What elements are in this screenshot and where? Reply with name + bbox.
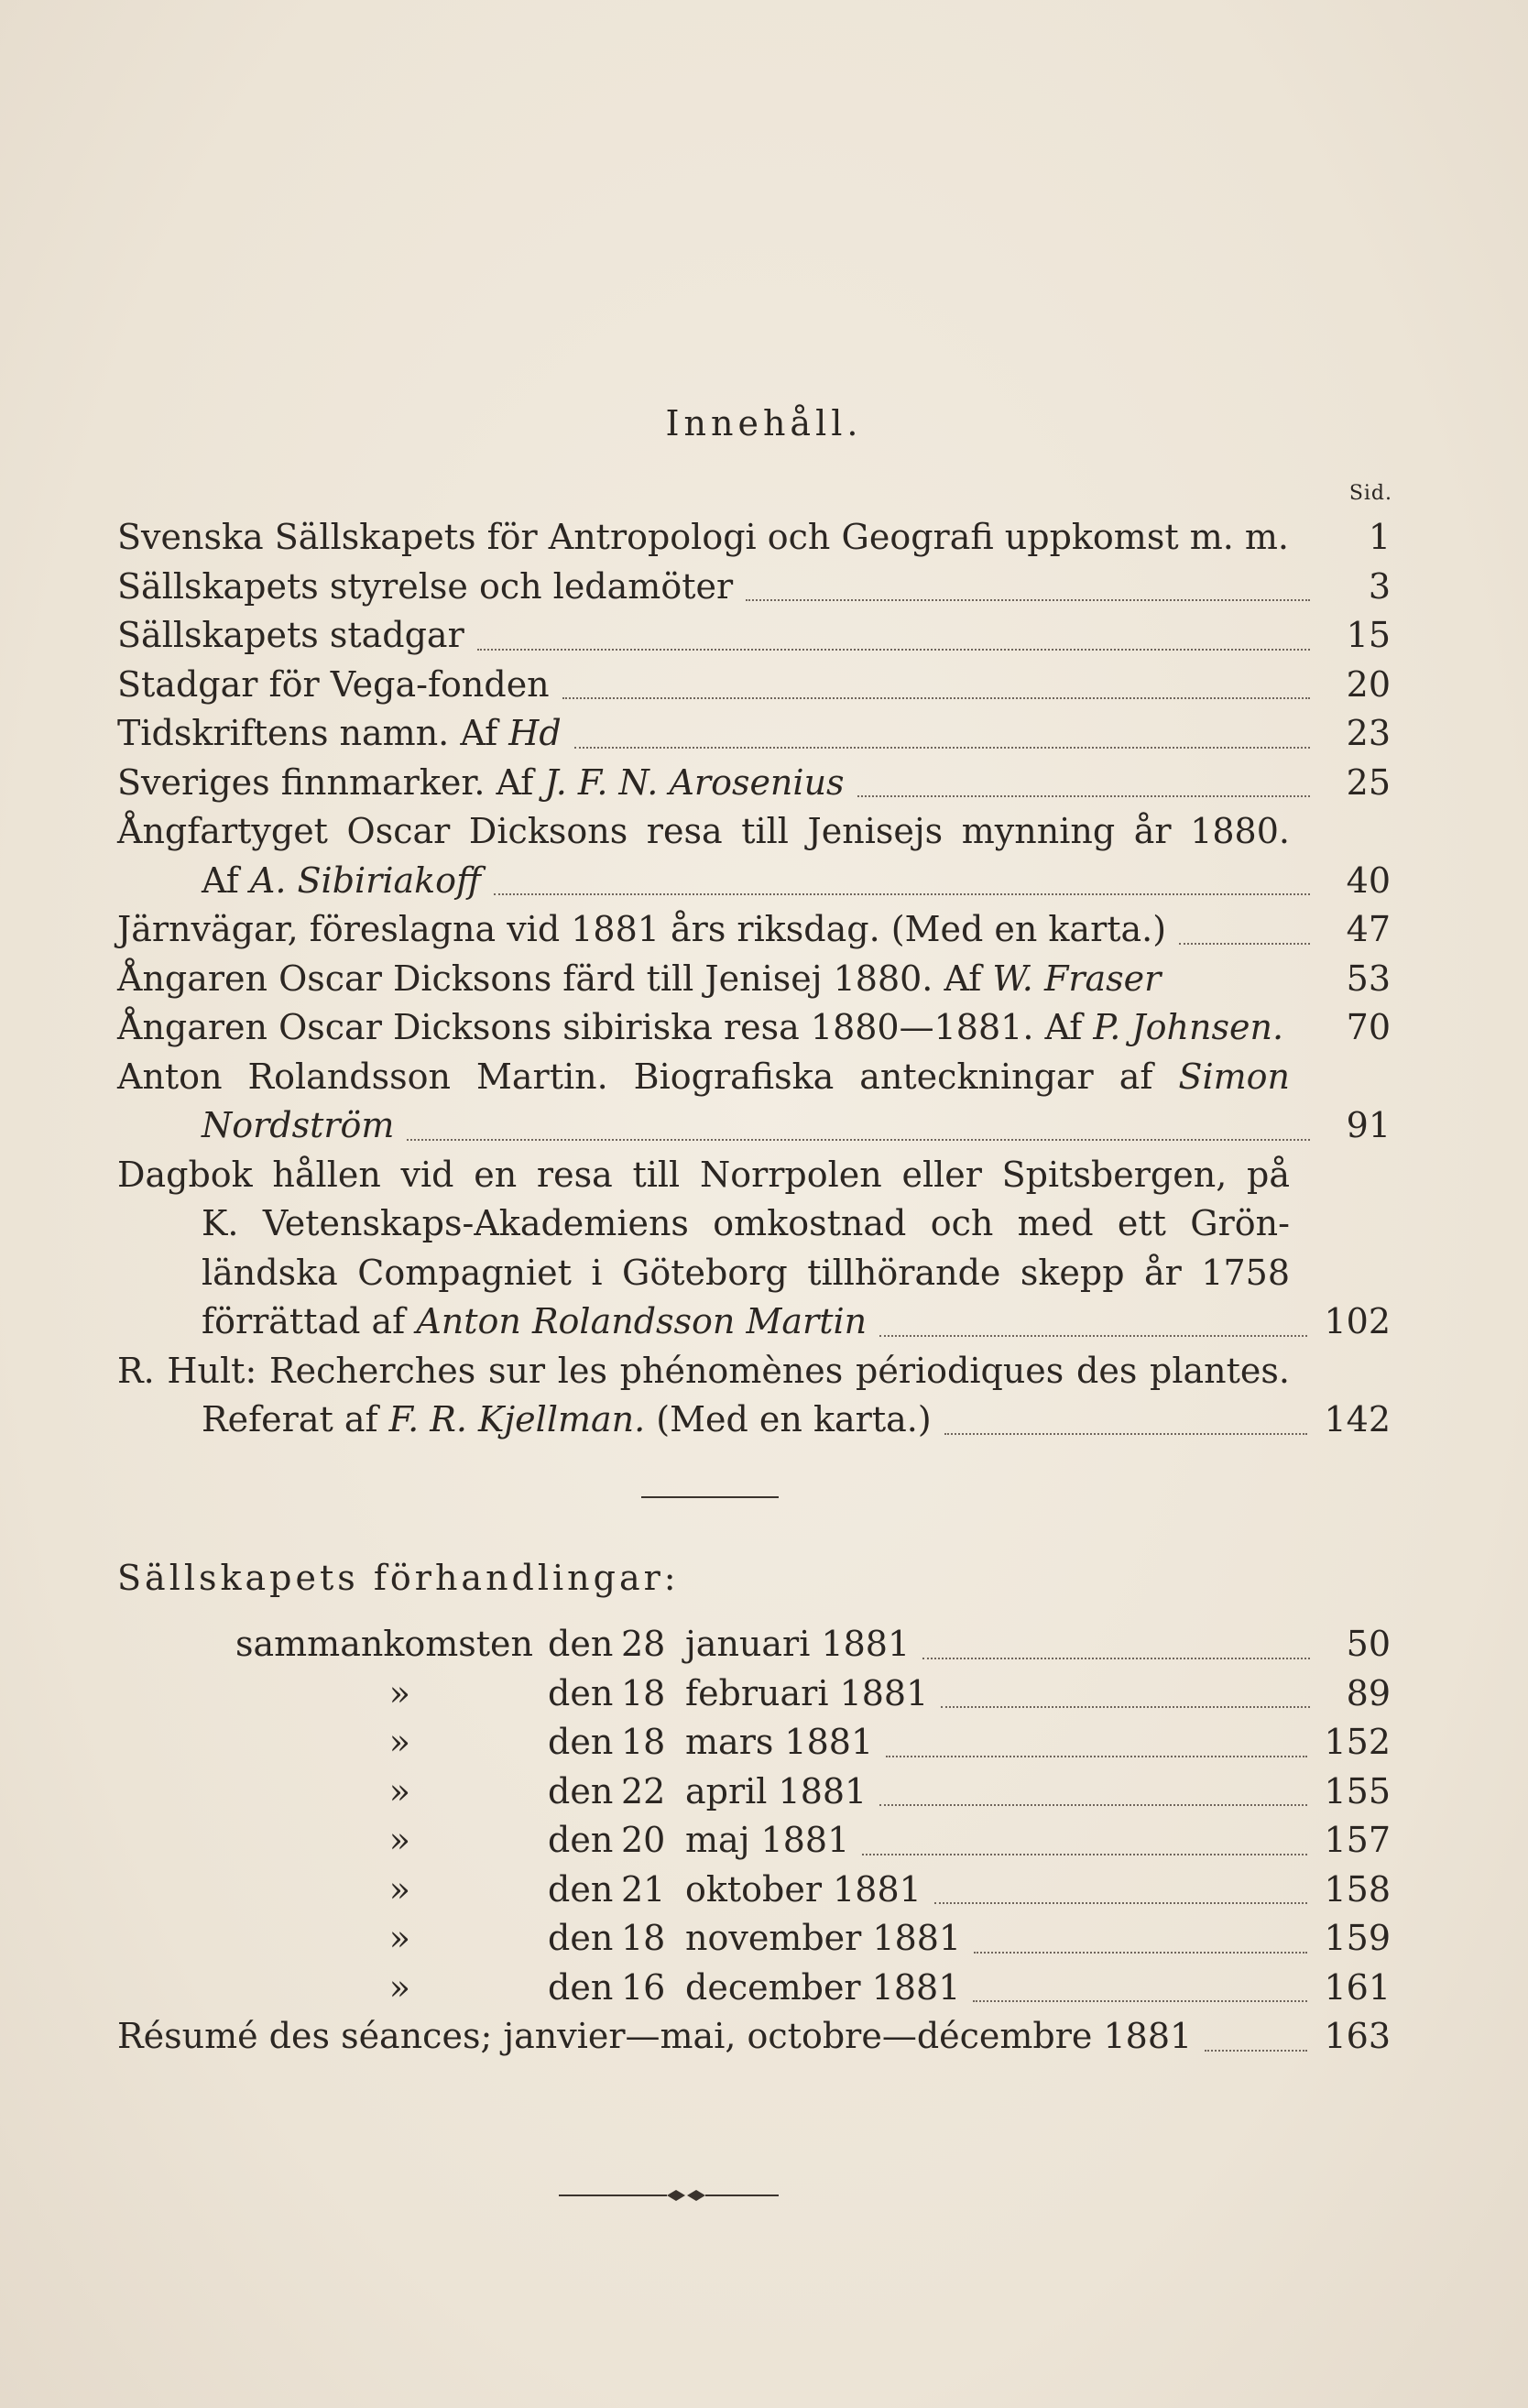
meeting-date: december 1881 <box>685 1966 961 2008</box>
toc-entry-continuation[interactable] <box>117 1101 1391 1151</box>
meeting-row[interactable]: » den 20 maj 1881 157 <box>117 1816 1391 1866</box>
meeting-row[interactable]: » den 18 februari 1881 89 <box>117 1669 1391 1719</box>
dot-leader <box>944 1431 1308 1435</box>
meeting-row[interactable]: » den 21 oktober 1881 158 <box>117 1866 1391 1915</box>
toc-entry-page: 91 <box>1346 1105 1391 1145</box>
meeting-page: 161 <box>1324 1966 1391 2008</box>
toc-entry-author: Af A. Sibiriakoff <box>202 859 481 901</box>
dot-leader <box>407 1137 1310 1141</box>
dot-leader <box>562 695 1310 699</box>
meeting-page: 159 <box>1324 1918 1391 1958</box>
toc-entry-line[interactable] <box>117 1053 1391 1102</box>
toc-entry-title: Ångaren Oscar Dicksons färd till Jenisej 1880. Af W. Fraser <box>117 958 1162 999</box>
toc-entry-page: 40 <box>1346 859 1391 901</box>
meeting-row[interactable]: » den 16 december 1881 161 <box>117 1964 1391 2013</box>
meeting-page: 158 <box>1324 1868 1391 1910</box>
page-column-label: Sid. <box>1348 482 1392 505</box>
meeting-row[interactable]: » den 18 november 1881 159 <box>117 1914 1391 1964</box>
meeting-date: mars 1881 <box>685 1722 874 1762</box>
toc-entry-line[interactable] <box>117 1347 1391 1396</box>
author-name: W. Fraser <box>992 958 1162 999</box>
toc-entry-title: Anton Rolandsson Martin. Biografiska anteckningar af Simon <box>117 1056 1290 1097</box>
toc-entry[interactable] <box>117 563 1391 612</box>
toc-entry-title: Sveriges finnmarker. Af J. F. N. Arosenius <box>117 761 845 803</box>
dot-leader <box>1205 2048 1307 2052</box>
dot-leader <box>879 1802 1307 1806</box>
page-title: Innehåll. <box>665 403 863 443</box>
toc-entry-continuation[interactable] <box>117 1396 1391 1445</box>
dot-leader <box>1296 1040 1310 1042</box>
meeting-page: 89 <box>1346 1672 1391 1713</box>
dot-leader <box>1179 941 1310 945</box>
section-divider <box>641 1496 779 1498</box>
meeting-date: april 1881 <box>685 1770 868 1811</box>
toc-entry-title: ländska Compagniet i Göteborg tillhörande skepp år 1758 <box>202 1252 1290 1293</box>
ditto-mark: » <box>388 1722 410 1762</box>
meeting-label: sammankomsten <box>235 1624 533 1664</box>
toc-entry-title: Sällskapets styrelse och ledamöter <box>117 565 734 607</box>
meeting-row[interactable]: sammankomsten den 28 januari 1881 50 <box>117 1620 1391 1669</box>
toc-entry-page: 20 <box>1346 663 1391 705</box>
ditto-mark: » <box>388 1868 410 1910</box>
toc-entry-page: 23 <box>1346 713 1391 753</box>
toc-entry-continuation[interactable] <box>117 1249 1391 1298</box>
meeting-day: 28 <box>621 1624 666 1664</box>
meeting-page: 157 <box>1324 1820 1391 1860</box>
meeting-day: 21 <box>621 1868 666 1910</box>
dot-leader <box>862 1852 1307 1855</box>
meeting-day: 18 <box>621 1672 666 1713</box>
meeting-page: 155 <box>1324 1770 1391 1811</box>
meeting-date: februari 1881 <box>685 1672 929 1713</box>
ditto-mark: » <box>388 1770 410 1811</box>
toc-entry-page: 3 <box>1368 565 1391 607</box>
dot-leader <box>1173 991 1310 992</box>
dot-leader <box>934 1900 1308 1904</box>
toc-entry-title: Sällskapets stadgar <box>117 615 464 655</box>
author-name: F. R. Kjellman. <box>388 1399 646 1439</box>
toc-entry-continuation[interactable] <box>117 1199 1391 1249</box>
dot-leader <box>973 1998 1307 2002</box>
meeting-date: oktober 1881 <box>685 1868 922 1910</box>
toc-entry-title: Järnvägar, föreslagna vid 1881 års riksdag. (Med en karta.) <box>117 909 1167 949</box>
proceedings-title: Sällskapets förhandlingar: <box>117 1558 680 1598</box>
dot-leader <box>746 597 1310 601</box>
author-name: Hd <box>508 713 562 753</box>
toc-entry-title: Tidskriftens namn. Af Hd <box>117 713 562 753</box>
toc-entry-continuation[interactable] <box>117 857 1391 906</box>
toc-entry-page: 1 <box>1368 517 1391 557</box>
toc-entry-author <box>202 1101 394 1151</box>
meeting-day: 18 <box>621 1722 666 1762</box>
author-name: Anton Rolandsson Martin <box>416 1301 868 1341</box>
meeting-day: 20 <box>621 1820 666 1860</box>
resume-title: Résumé des séances; janvier—mai, octobre—décembre 1881 <box>117 2016 1193 2056</box>
toc-entry-title: Svenska Sällskapets för Antropologi och Geografi uppkomst m. m. <box>117 517 1289 557</box>
toc-entry[interactable] <box>117 661 1391 710</box>
toc-entry-page: 25 <box>1346 761 1391 803</box>
meeting-page: 50 <box>1346 1624 1391 1664</box>
author-name: J. F. N. Arosenius <box>544 761 845 803</box>
author-name: P. Johnsen. <box>1093 1007 1284 1047</box>
toc-entry-page: 47 <box>1346 909 1391 949</box>
dot-leader <box>922 1656 1310 1659</box>
dot-leader <box>879 1333 1307 1337</box>
toc-entry-page: 70 <box>1346 1007 1391 1047</box>
dot-leader <box>886 1754 1307 1757</box>
author-name: Simon <box>1178 1056 1290 1097</box>
meeting-date: november 1881 <box>685 1918 962 1958</box>
toc-entry-title: Stadgar för Vega-fonden <box>117 663 550 705</box>
resume-page: 163 <box>1324 2016 1391 2056</box>
toc-entry-page: 102 <box>1324 1301 1391 1341</box>
author-name: A. Sibiriakoff <box>249 859 481 901</box>
toc-entry-continuation[interactable] <box>117 1297 1391 1347</box>
toc-entry-title: K. Vetenskaps-Akademiens omkostnad och med ett Grön- <box>202 1203 1290 1243</box>
author-name: Nordström <box>202 1105 395 1145</box>
resume-entry[interactable] <box>117 2012 1391 2062</box>
meeting-day: 18 <box>621 1918 666 1958</box>
meeting-day: 16 <box>621 1966 666 2008</box>
dot-leader <box>494 892 1310 895</box>
toc-entry[interactable] <box>117 905 1391 955</box>
toc-entry-author: förrättad af Anton Rolandsson Martin <box>202 1301 868 1341</box>
ditto-mark: » <box>388 1820 410 1860</box>
toc-entry[interactable] <box>117 1003 1391 1053</box>
meeting-row[interactable]: » den 22 april 1881 155 <box>117 1768 1391 1817</box>
meeting-page: 152 <box>1324 1722 1391 1762</box>
meeting-row[interactable]: » den 18 mars 1881 152 <box>117 1718 1391 1768</box>
dot-leader <box>477 647 1310 651</box>
table-of-contents <box>117 513 1391 1445</box>
dot-leader <box>574 745 1310 749</box>
toc-entry-page: 53 <box>1346 958 1391 999</box>
dot-leader <box>857 794 1310 797</box>
meeting-date: maj 1881 <box>685 1820 850 1860</box>
ditto-mark: » <box>388 1966 410 2008</box>
toc-entry-page: 15 <box>1346 615 1391 655</box>
toc-entry-title: Dagbok hållen vid en resa till Norrpolen eller Spitsbergen, på <box>117 1154 1290 1195</box>
toc-entry[interactable] <box>117 611 1391 661</box>
meeting-day: 22 <box>621 1770 666 1811</box>
toc-entry-line[interactable] <box>117 807 1391 857</box>
toc-entry[interactable] <box>117 955 1391 1004</box>
meeting-date: januari 1881 <box>685 1624 911 1664</box>
meetings-list <box>117 1620 1391 2012</box>
toc-entry-author: Referat af F. R. Kjellman. (Med en karta.) <box>202 1399 932 1439</box>
ditto-mark: » <box>388 1672 410 1713</box>
toc-entry[interactable] <box>117 759 1391 808</box>
toc-entry[interactable] <box>117 709 1391 759</box>
toc-entry-title: Ångaren Oscar Dicksons sibiriska resa 1880—1881. Af P. Johnsen. <box>117 1007 1284 1047</box>
toc-entry[interactable] <box>117 513 1391 563</box>
toc-entry-title: R. Hult: Recherches sur les phénomènes périodiques des plantes. <box>117 1350 1290 1391</box>
ornament-rule-icon <box>559 2186 852 2205</box>
dot-leader <box>974 1950 1307 1954</box>
toc-entry-page: 142 <box>1324 1399 1391 1439</box>
dot-leader <box>941 1704 1310 1708</box>
toc-entry-line[interactable] <box>117 1151 1391 1200</box>
ditto-mark: » <box>388 1918 410 1958</box>
toc-entry-title: Ångfartyget Oscar Dicksons resa till Jenisejs mynning år 1880. <box>117 811 1290 851</box>
